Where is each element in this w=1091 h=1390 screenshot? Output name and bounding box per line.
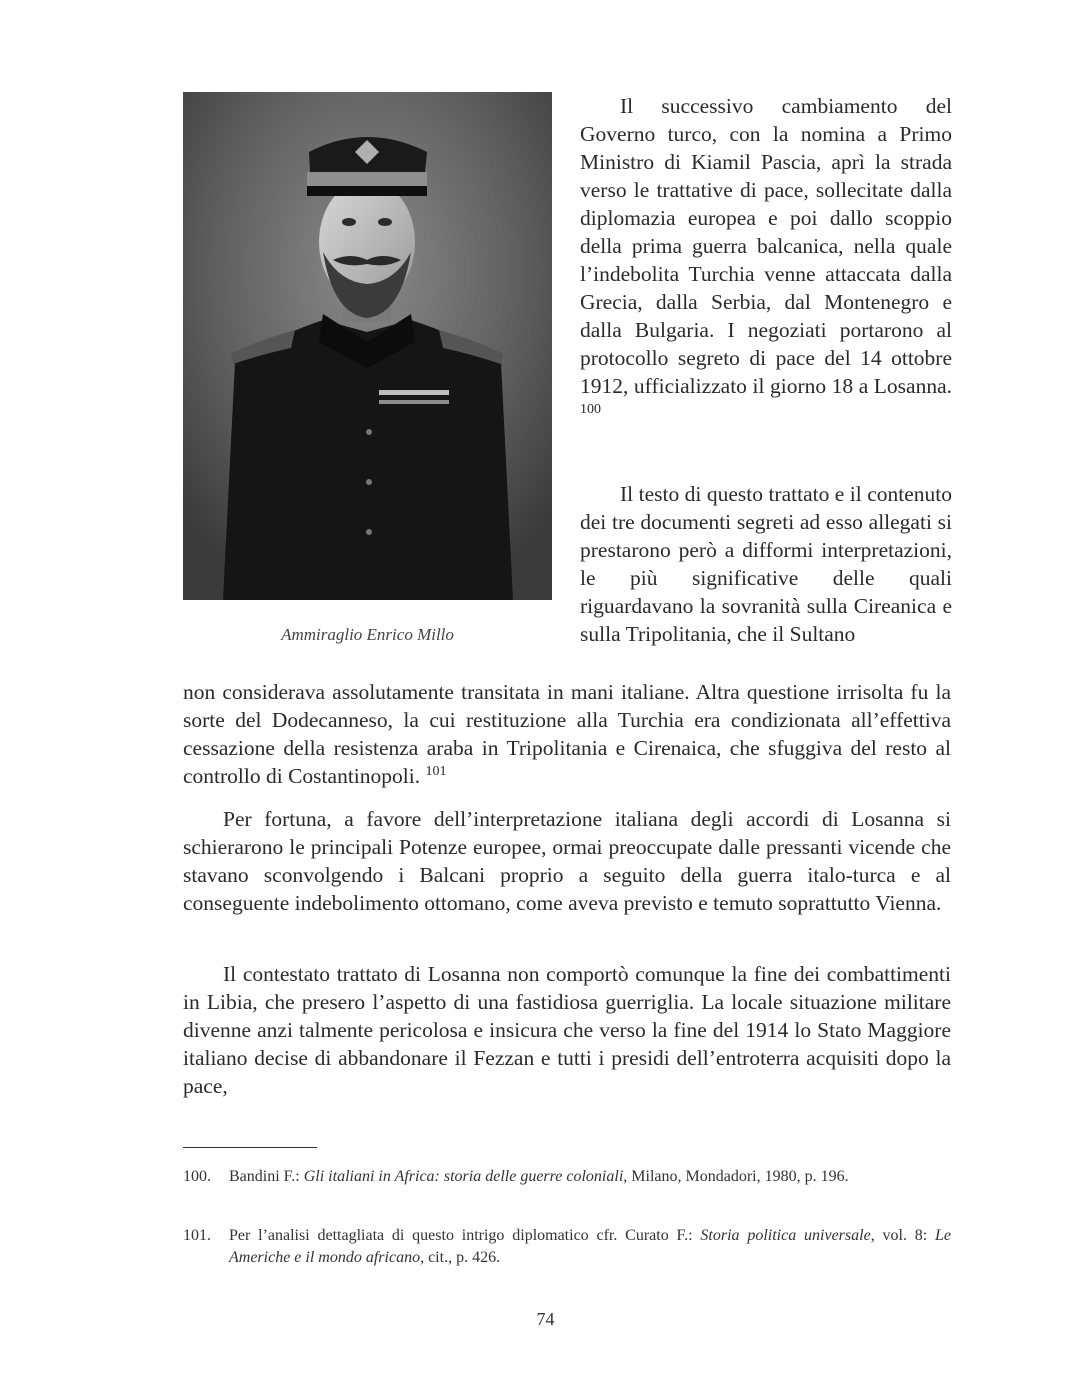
footnote-text-end: cit., p. 426. <box>424 1249 501 1266</box>
footnote-divider <box>183 1147 317 1148</box>
paragraph-4 <box>183 960 951 1100</box>
footnote-number: 101. <box>183 1227 211 1244</box>
paragraph-3 <box>183 805 951 917</box>
portrait-photo <box>183 92 552 600</box>
footnote-ref-101[interactable]: 101 <box>425 764 447 779</box>
footnote-100 <box>183 1166 951 1188</box>
photo-caption: Ammiraglio Enrico Millo <box>281 625 454 644</box>
paragraph-1 <box>580 92 952 428</box>
paragraph-2-full-text: non considerava assolutamente transitata in mani italiane. Altra questione irrisolta fu la sorte del Dodecanneso, la cui restituzione alla Turchia era condizionata all’effettiva cessazione della resistenza araba in Tripolitania e Cirenaica, che sfuggiva del resto al controllo di Costantinopoli. <box>183 680 951 788</box>
footnote-title: Gli italiani in Africa: storia delle guerre coloniali <box>303 1168 624 1185</box>
paragraph-2-column <box>580 480 952 648</box>
footnote-ref-100[interactable]: 100 <box>580 402 601 417</box>
paragraph-3-text: Per fortuna, a favore dell’interpretazione italiana degli accordi di Losanna si schierarono le principali Potenze europee, ormai preoccupate dalle pressanti vicende che stavano sconvolgendo i Balcani proprio a seguito della guerra italo-turca e al conseguente indebolimento ottomano, come aveva previsto e temuto soprattutto Vienna. <box>183 807 951 915</box>
portrait-photo-icon <box>183 92 552 600</box>
footnote-title: Storia politica universale <box>700 1227 871 1244</box>
paragraph-1-text: Il successivo cambiamento del Governo turco, con la nomina a Primo Ministro di Kiamil Pascia, aprì la strada verso le trattative di pace, sollecitate dalla diplomazia europea e poi dallo scoppio della prima guerra balcanica, nella quale l’indebolita Turchia venne attaccata dalla Grecia, dalla Serbia, dal Montenegro e dalla Bulgaria. I negoziati portarono al protocollo segreto di pace del 14 ottobre 1912, ufficializzato il giorno 18 a Losanna. <box>580 94 952 398</box>
paragraph-4-text: Il contestato trattato di Losanna non comportò comunque la fine dei combattimenti in Libia, che presero l’aspetto di una fastidiosa guerriglia. La locale situazione militare divenne anzi talmente pericolosa e insicura che verso la fine del 1914 lo Stato Maggiore italiano decise di abbandonare il Fezzan e tutti i presidi dell’entroterra acquisiti dopo la pace, <box>183 962 951 1098</box>
footnote-text-end: , Milano, Mondadori, 1980, p. 196. <box>623 1168 849 1185</box>
footnote-number: 100. <box>183 1168 211 1185</box>
footnote-title-2: Le Americhe e il mondo africano, <box>229 1227 952 1266</box>
page-number: 74 <box>536 1309 555 1329</box>
paragraph-2-full <box>183 678 951 790</box>
footnote-101 <box>183 1225 951 1269</box>
paragraph-2-column-text: Il testo di questo trattato e il contenuto dei tre documenti segreti ad esso allegati si prestarono però a difformi interpretazioni, le più significative delle quali riguardavano la sovranità sulla Cireanica e sulla Tripolitania, che il Sultano <box>580 482 952 646</box>
footnote-text: Bandini F.: <box>229 1168 304 1185</box>
footnote-text-mid: , vol. 8: <box>870 1227 936 1244</box>
footnote-text: Per l’analisi dettagliata di questo intrigo diplomatico cfr. Curato F.: <box>229 1227 701 1244</box>
